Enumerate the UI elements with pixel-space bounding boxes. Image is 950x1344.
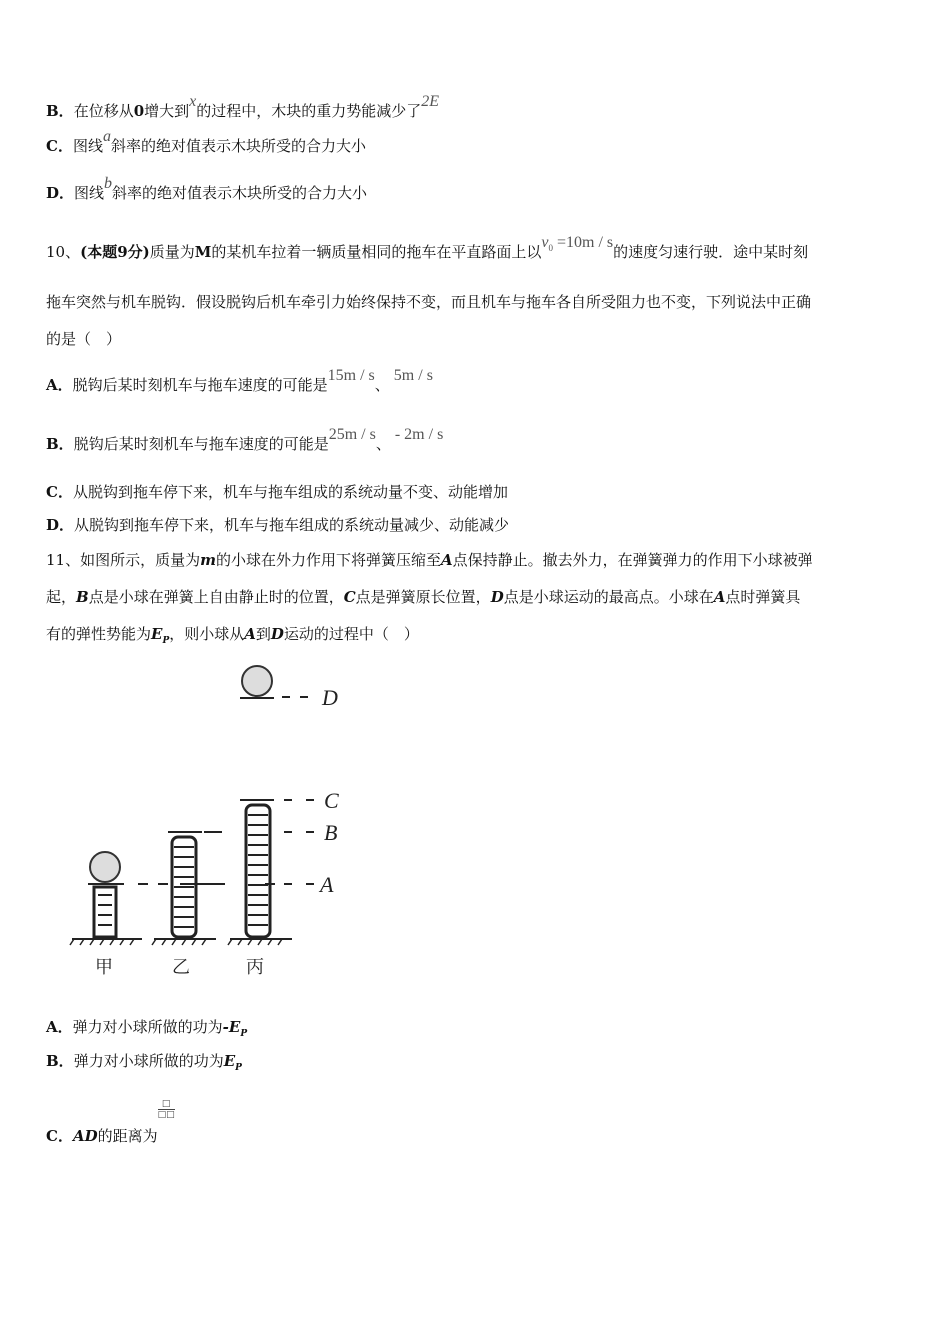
q9-option-c: C．图线a斜率的绝对值表示木块所受的合力大小: [46, 128, 366, 155]
q10-option-a: A．脱钩后某时刻机车与拖车速度的可能是15m / s、5m / s: [46, 367, 433, 394]
label-a: A: [320, 872, 334, 897]
caption-bing: 丙: [246, 957, 264, 978]
q11-option-b: B．弹力对小球所做的功为$E_P$: [46, 1052, 242, 1073]
q11-option-a: A．弹力对小球所做的功为$-E_P$: [46, 1018, 248, 1039]
q10-stem-line3: 的是（ ）: [46, 330, 122, 348]
q10-option-c: C．从脱钩到拖车停下来，机车与拖车组成的系统动量不变、动能增加: [46, 483, 508, 501]
q10-option-d: D．从脱钩到拖车停下来，机车与拖车组成的系统动量减少、动能减少: [46, 516, 510, 534]
q10-stem-line1: 10、(本题9分)质量为M的某机车拉着一辆质量相同的拖车在平直路面上以$v_0 =10m / s$的速度匀速行驶．途中某时刻: [46, 234, 809, 261]
spring-figure: [60, 655, 380, 985]
q11-stem-line3: 有的弹性势能为$E_P$，则小球从A到D运动的过程中（ ）: [46, 625, 419, 646]
q10-stem-line2: 拖车突然与机车脱钩．假设脱钩后机车牵引力始终保持不变，而且机车与拖车各自所受阻力也不变，下列说法中正确: [46, 293, 812, 311]
setup-bing: [228, 800, 292, 945]
q9-option-b: B．在位移从0增大到x的过程中，木块的重力势能减少了2E: [46, 93, 440, 120]
q9-option-d: D．图线b斜率的绝对值表示木块所受的合力大小: [46, 175, 368, 202]
level-lines: [138, 800, 314, 884]
label-c: C: [324, 788, 339, 813]
q11-stem-line2: 起，B点是小球在弹簧上自由静止时的位置，C点是弹簧原长位置，D点是小球运动的最高点。小球在A点时弹簧具: [46, 588, 801, 606]
v0-formula: $v_0 =10m / s$: [541, 234, 614, 254]
q10-option-b: B．脱钩后某时刻机车与拖车速度的可能是25m / s、- 2m / s: [46, 426, 444, 453]
ad-fraction: $\frac{□}{□□}$: [157, 1099, 175, 1120]
q11-option-c: C．AD的距离为 $\frac{□}{□□}$: [46, 1099, 175, 1145]
caption-yi: 乙: [172, 957, 190, 978]
ball-top: [240, 666, 274, 698]
label-d: D: [322, 685, 338, 710]
caption-jia: 甲: [95, 957, 113, 978]
setup-yi: [152, 832, 216, 945]
q11-stem-line1: 11、如图所示，质量为m的小球在外力作用下将弹簧压缩至A点保持静止。撤去外力，在弹簧弹力的作用下小球被弹: [46, 551, 813, 569]
setup-jia: [70, 852, 142, 945]
label-b: B: [324, 820, 338, 845]
